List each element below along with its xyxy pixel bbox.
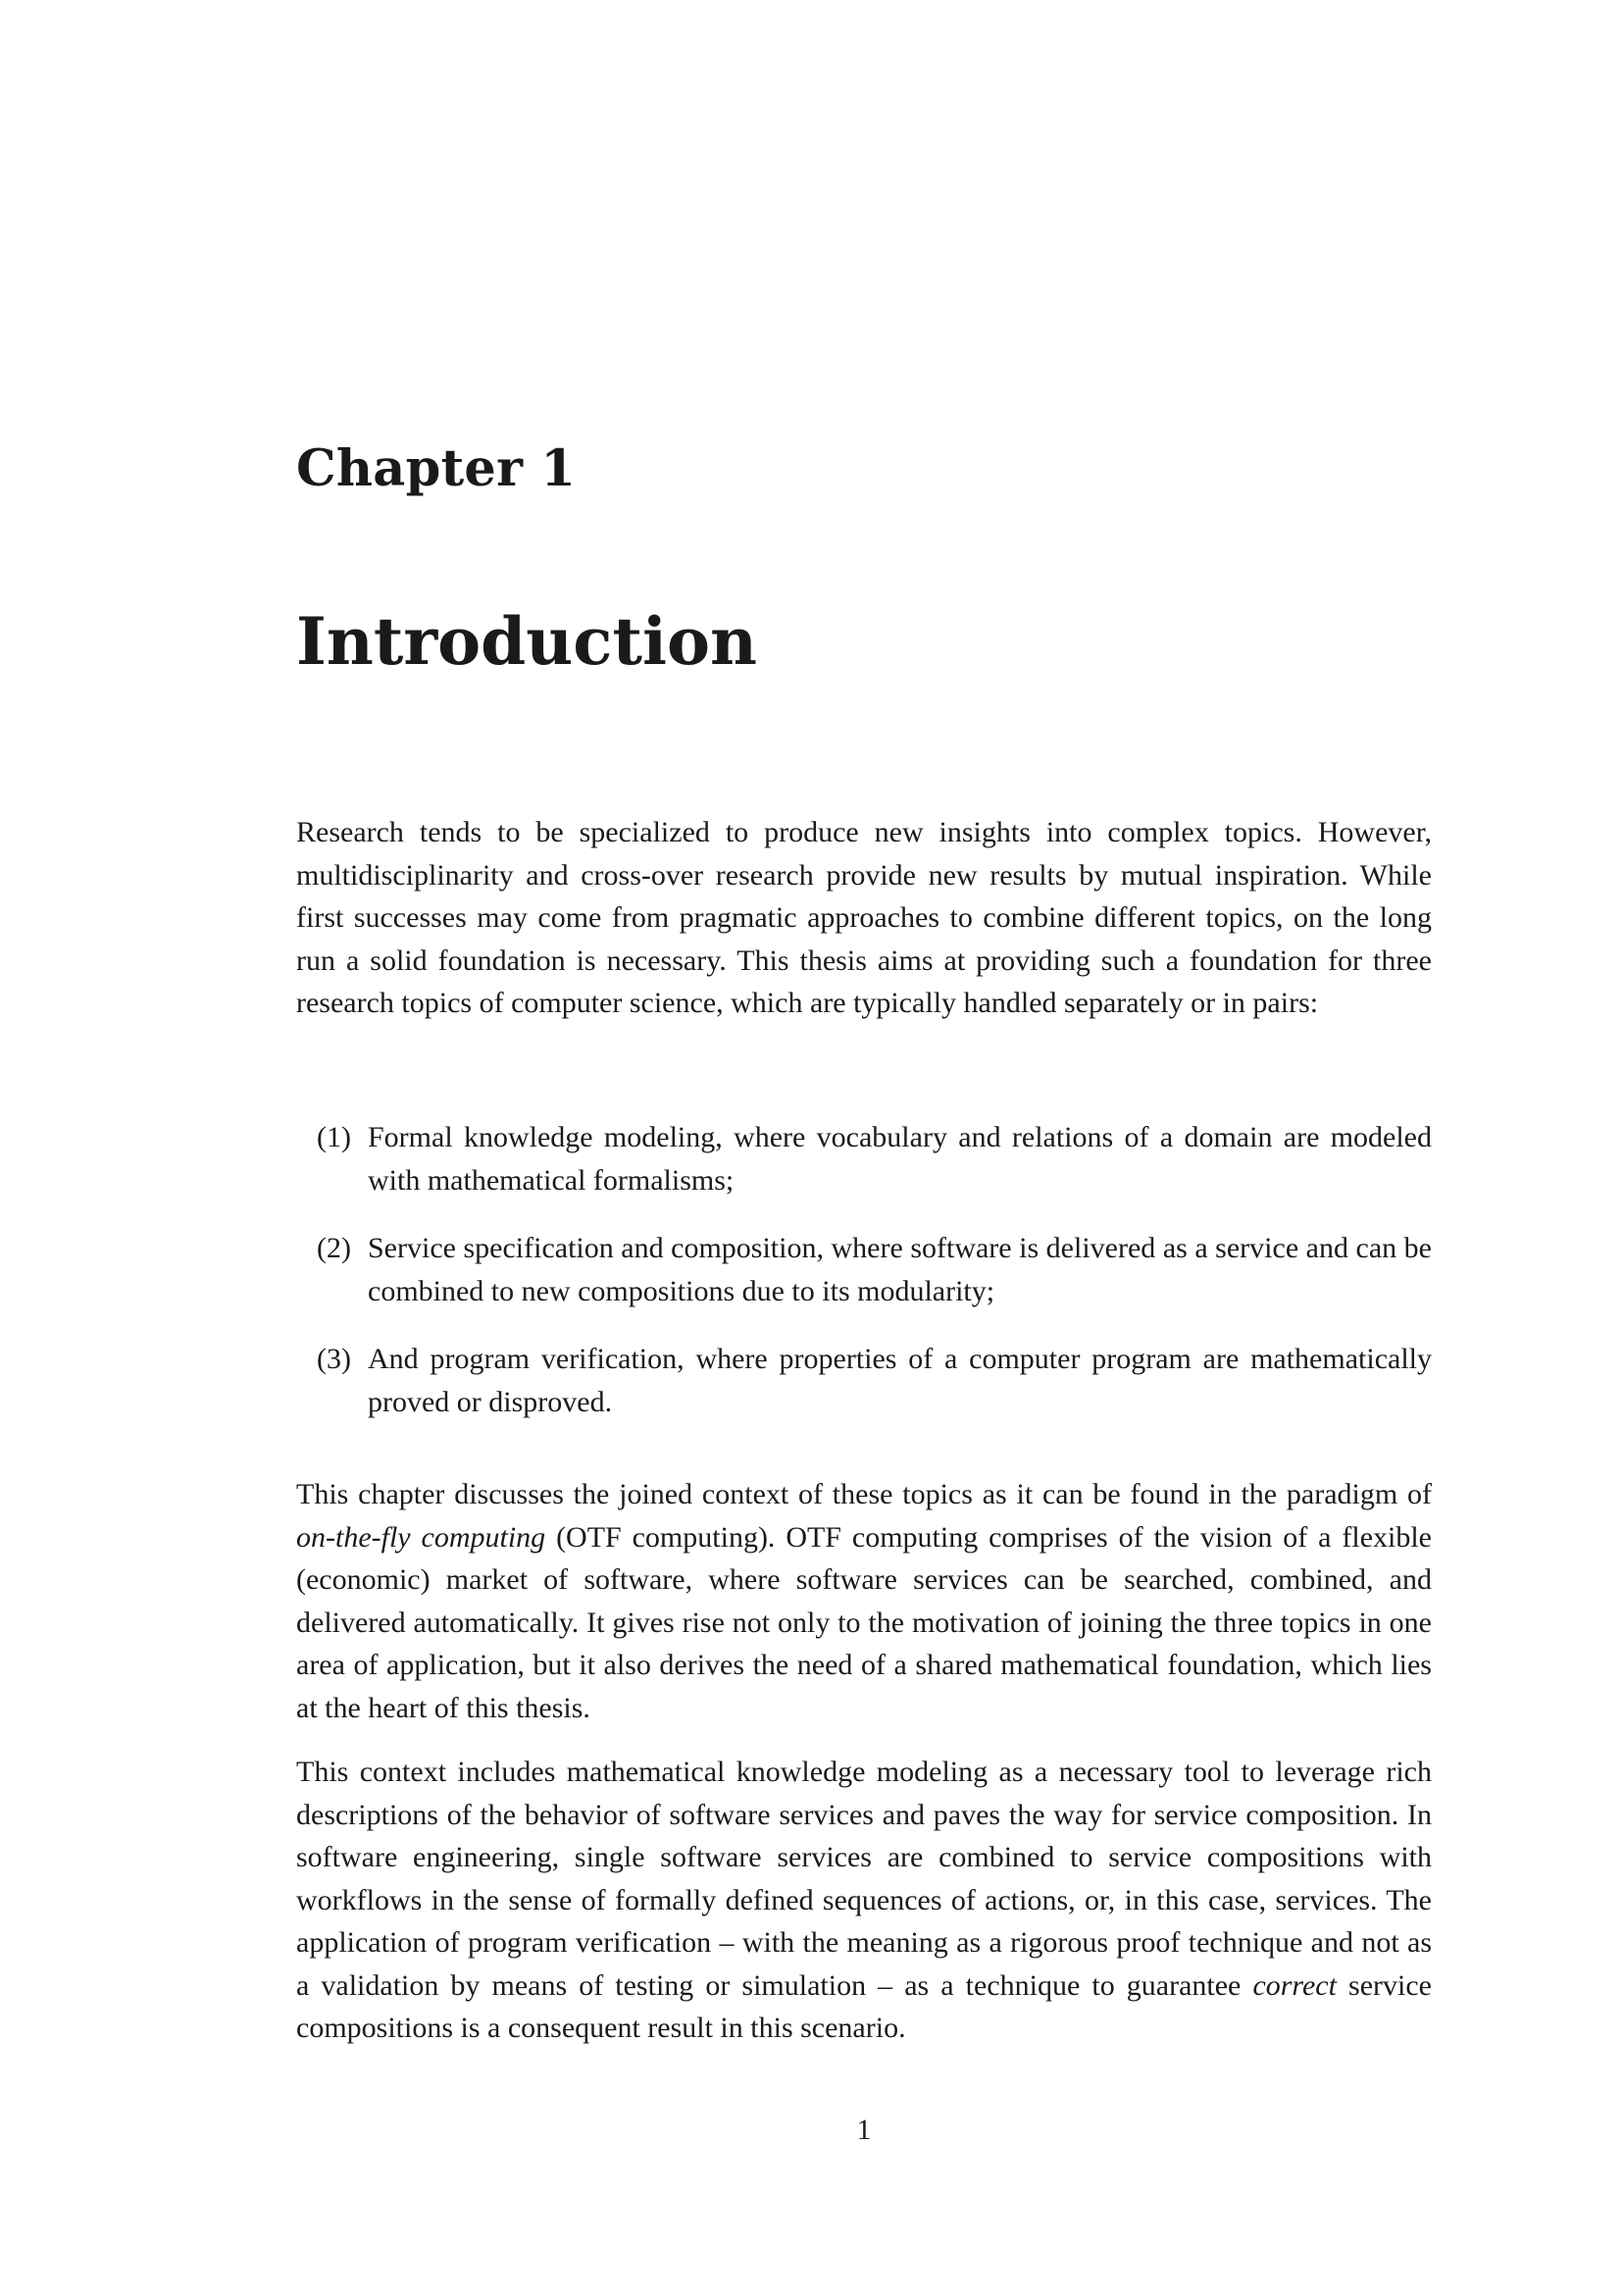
chapter-title: Introduction [296, 603, 758, 680]
list-item [296, 1338, 1432, 1423]
list-item [296, 1116, 1432, 1201]
paragraph-text: service compositions is a consequent result in this scenario. [296, 1968, 1432, 2044]
paragraph-text: This context includes mathematical knowledge modeling as a necessary tool to leverage rich descriptions of the behavior of software services and paves the way for service composition. In software engineering, single software services are combined to service compositions with workflows in the sense of formally defined sequences of actions, or, in this case, services. The application of program verification – with the meaning as a rigorous proof technique and not as a validation by means of testing or simulation – as a technique to guarantee [296, 1756, 1432, 2002]
page-number: 1 [856, 2114, 872, 2146]
list-item-text: Service specification and composition, where software is delivered as a service and can be combined to new compositions due to its modularity; [368, 1232, 1432, 1307]
list-item-number: (3) [317, 1343, 351, 1375]
research-topics-list [296, 1116, 1432, 1449]
list-item-text: And program verification, where properties of a computer program are mathematically proved or disproved. [368, 1343, 1432, 1418]
chapter-label: Chapter 1 [296, 439, 577, 498]
paragraph-text: This chapter discusses the joined context of these topics as it can be found in the paradigm of [296, 1478, 1432, 1510]
list-item-text: Formal knowledge modeling, where vocabulary and relations of a domain are modeled with mathematical formalisms; [368, 1121, 1432, 1197]
list-item-number: (2) [317, 1232, 351, 1264]
list-item-number: (1) [317, 1121, 351, 1153]
paragraph-text: (OTF computing). OTF computing comprises of the vision of a flexible (economic) market of software, where software services can be searched, combined, and delivered automatically. It gives rise not only to the motivation of joining the three topics in one area of application, but it also derives the need of a shared mathematical foundation, which lies at the heart of this thesis. [296, 1520, 1432, 1724]
emphasis-term: correct [1252, 1968, 1337, 2002]
emphasis-term: on-the-fly computing [296, 1520, 546, 1554]
list-item [296, 1227, 1432, 1312]
scenario-paragraph [296, 1751, 1432, 2050]
context-paragraph [296, 1473, 1432, 1729]
intro-paragraph: Research tends to be specialized to produce new insights into complex topics. However, multidisciplinarity and cross-over research provide new results by mutual inspiration. While first successes may come from pragmatic approaches to combine different topics, on the long run a solid foundation is necessary. This thesis aims at providing such a foundation for three research topics of computer science, which are typically handled separately or in pairs: [296, 816, 1432, 1019]
